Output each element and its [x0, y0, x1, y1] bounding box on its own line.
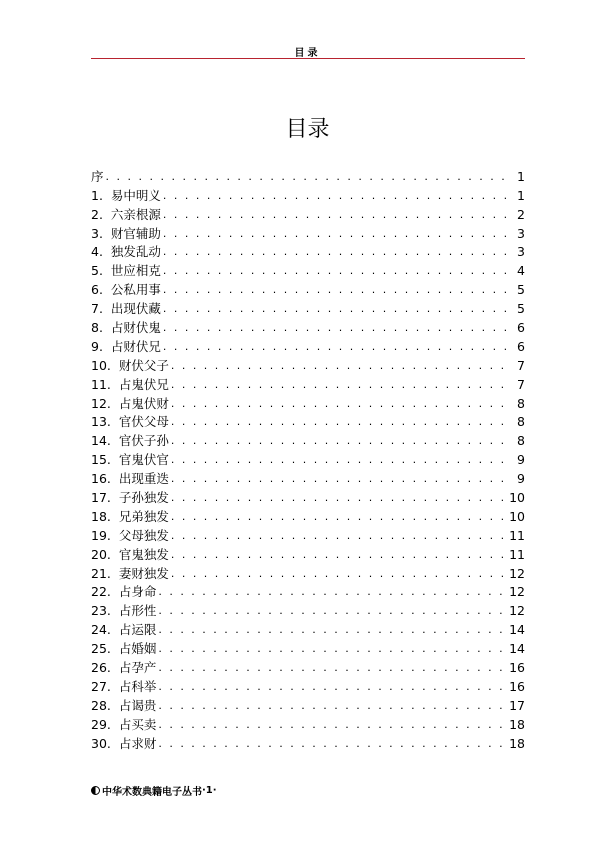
toc-entry[interactable] — [91, 355, 525, 374]
toc-entry[interactable] — [91, 506, 525, 525]
toc-entry-page: 12 — [509, 565, 525, 581]
toc-entry-label: 24. 占运限 — [91, 622, 157, 638]
toc-entry[interactable] — [91, 336, 525, 355]
toc-entry-page: 17 — [509, 697, 525, 713]
toc-entry[interactable] — [91, 733, 525, 752]
toc-entry[interactable] — [91, 317, 525, 336]
toc-entry-page: 14 — [509, 641, 525, 657]
toc-entry-label: 27. 占科举 — [91, 678, 157, 694]
footer-page-number: ·1· — [202, 785, 217, 796]
toc-dot-leader — [158, 717, 507, 733]
toc-entry-page: 16 — [509, 660, 525, 676]
toc-entry-label: 18. 兄弟独发 — [91, 508, 169, 524]
toc-entry-label: 12. 占鬼伏财 — [91, 395, 169, 411]
toc-entry-label: 9. 占财伏兄 — [91, 338, 161, 354]
toc-entry-page: 7 — [517, 357, 525, 373]
toc-entry[interactable] — [91, 166, 525, 185]
toc-dot-leader — [171, 547, 507, 563]
toc-entry-page: 12 — [509, 603, 525, 619]
toc-entry-label: 3. 财官辅助 — [91, 225, 161, 241]
toc-entry-page: 1 — [517, 187, 525, 203]
toc-entry-page: 6 — [517, 320, 525, 336]
toc-entry-page: 8 — [517, 433, 525, 449]
toc-entry-label: 7. 出现伏藏 — [91, 301, 161, 317]
toc-entry-label: 序 — [91, 168, 104, 184]
toc-dot-leader — [158, 679, 507, 695]
toc-entry[interactable] — [91, 468, 525, 487]
toc-entry-page: 1 — [517, 168, 525, 184]
toc-entry-page: 10 — [509, 490, 525, 506]
toc-entry-label: 14. 官伏子孙 — [91, 433, 169, 449]
toc-dot-leader — [163, 301, 509, 317]
toc-entry-label: 29. 占买卖 — [91, 716, 157, 732]
toc-dot-leader — [158, 660, 507, 676]
toc-dot-leader — [158, 622, 507, 638]
toc-entry-page: 8 — [517, 395, 525, 411]
toc-entry-page: 11 — [509, 546, 525, 562]
toc-entry-page: 6 — [517, 338, 525, 354]
toc-entry[interactable] — [91, 412, 525, 431]
toc-entry-page: 5 — [517, 301, 525, 317]
toc-entry-label: 13. 官伏父母 — [91, 414, 169, 430]
toc-entry[interactable] — [91, 582, 525, 601]
toc-entry-page: 2 — [517, 206, 525, 222]
toc-entry[interactable] — [91, 619, 525, 638]
toc-entry[interactable] — [91, 374, 525, 393]
toc-entry[interactable] — [91, 260, 525, 279]
toc-entry[interactable] — [91, 563, 525, 582]
toc-entry-page: 3 — [517, 225, 525, 241]
yin-yang-icon — [91, 786, 100, 795]
toc-entry-label: 30. 占求财 — [91, 735, 157, 751]
toc-entry-page: 5 — [517, 282, 525, 298]
toc-dot-leader — [171, 358, 509, 374]
toc-dot-leader — [171, 471, 509, 487]
toc-entry-label: 19. 父母独发 — [91, 527, 169, 543]
toc-entry[interactable] — [91, 393, 525, 412]
toc-entry[interactable] — [91, 487, 525, 506]
toc-entry[interactable] — [91, 544, 525, 563]
toc-entry-page: 14 — [509, 622, 525, 638]
toc-entry[interactable] — [91, 204, 525, 223]
toc-entry-page: 7 — [517, 376, 525, 392]
toc-dot-leader — [163, 339, 509, 355]
toc-dot-leader — [158, 736, 507, 752]
toc-entry-label: 11. 占鬼伏兄 — [91, 376, 169, 392]
toc-dot-leader — [171, 452, 509, 468]
toc-entry-page: 16 — [509, 678, 525, 694]
toc-dot-leader — [163, 282, 509, 298]
toc-dot-leader — [171, 566, 507, 582]
toc-entry-page: 3 — [517, 244, 525, 260]
toc-dot-leader — [158, 584, 507, 600]
toc-entry-label: 22. 占身命 — [91, 584, 157, 600]
toc-entry[interactable] — [91, 638, 525, 657]
toc-entry[interactable] — [91, 449, 525, 468]
toc-entry-page: 12 — [509, 584, 525, 600]
toc-entry-label: 28. 占谒贵 — [91, 697, 157, 713]
footer-series-title: 中华术数典籍电子丛书 — [102, 787, 202, 798]
toc-dot-leader — [158, 603, 507, 619]
toc-entry-page: 11 — [509, 527, 525, 543]
toc-entry[interactable] — [91, 600, 525, 619]
toc-entry-page: 9 — [517, 471, 525, 487]
toc-dot-leader — [171, 396, 509, 412]
toc-entry[interactable] — [91, 695, 525, 714]
toc-dot-leader — [171, 414, 509, 430]
toc-entry-label: 20. 官鬼独发 — [91, 546, 169, 562]
toc-dot-leader — [163, 207, 509, 223]
toc-dot-leader — [163, 226, 509, 242]
table-of-contents — [91, 166, 525, 752]
toc-entry-page: 18 — [509, 716, 525, 732]
toc-entry-label: 5. 世应相克 — [91, 263, 161, 279]
toc-entry[interactable] — [91, 525, 525, 544]
toc-entry-label: 10. 财伏父子 — [91, 357, 169, 373]
toc-entry[interactable] — [91, 223, 525, 242]
toc-entry-page: 4 — [517, 263, 525, 279]
toc-dot-leader — [158, 698, 507, 714]
toc-dot-leader — [171, 433, 509, 449]
toc-entry[interactable] — [91, 430, 525, 449]
toc-entry[interactable] — [91, 298, 525, 317]
toc-entry[interactable] — [91, 279, 525, 298]
toc-entry[interactable] — [91, 714, 525, 733]
toc-entry-label: 2. 六亲根源 — [91, 206, 161, 222]
toc-entry-page: 8 — [517, 414, 525, 430]
toc-dot-leader — [171, 377, 509, 393]
footer — [91, 783, 217, 798]
toc-entry[interactable] — [91, 657, 525, 676]
toc-entry-label: 4. 独发乱动 — [91, 244, 161, 260]
toc-entry-page: 10 — [509, 508, 525, 524]
page-title: 目录 — [285, 117, 330, 142]
toc-dot-leader — [106, 169, 509, 185]
toc-dot-leader — [163, 263, 509, 279]
toc-entry-label: 1. 易中明义 — [91, 187, 161, 203]
toc-entry-label: 6. 公私用事 — [91, 282, 161, 298]
toc-dot-leader — [171, 528, 507, 544]
toc-entry-label: 26. 占孕产 — [91, 660, 157, 676]
toc-entry-label: 21. 妻财独发 — [91, 565, 169, 581]
toc-entry-label: 17. 子孙独发 — [91, 490, 169, 506]
toc-entry-page: 9 — [517, 452, 525, 468]
toc-dot-leader — [163, 320, 509, 336]
toc-entry-page: 18 — [509, 735, 525, 751]
toc-dot-leader — [163, 244, 509, 260]
toc-entry[interactable] — [91, 242, 525, 261]
toc-entry[interactable] — [91, 676, 525, 695]
toc-dot-leader — [171, 490, 507, 506]
toc-dot-leader — [171, 509, 507, 525]
toc-dot-leader — [158, 641, 507, 657]
toc-entry-label: 8. 占财伏鬼 — [91, 320, 161, 336]
header-rule — [91, 58, 525, 59]
toc-entry-label: 15. 官鬼伏官 — [91, 452, 169, 468]
running-header: 目录 — [294, 48, 321, 59]
toc-dot-leader — [163, 188, 509, 204]
toc-entry-label: 16. 出现重迭 — [91, 471, 169, 487]
toc-entry[interactable] — [91, 185, 525, 204]
toc-entry-label: 23. 占形性 — [91, 603, 157, 619]
toc-entry-label: 25. 占婚姻 — [91, 641, 157, 657]
